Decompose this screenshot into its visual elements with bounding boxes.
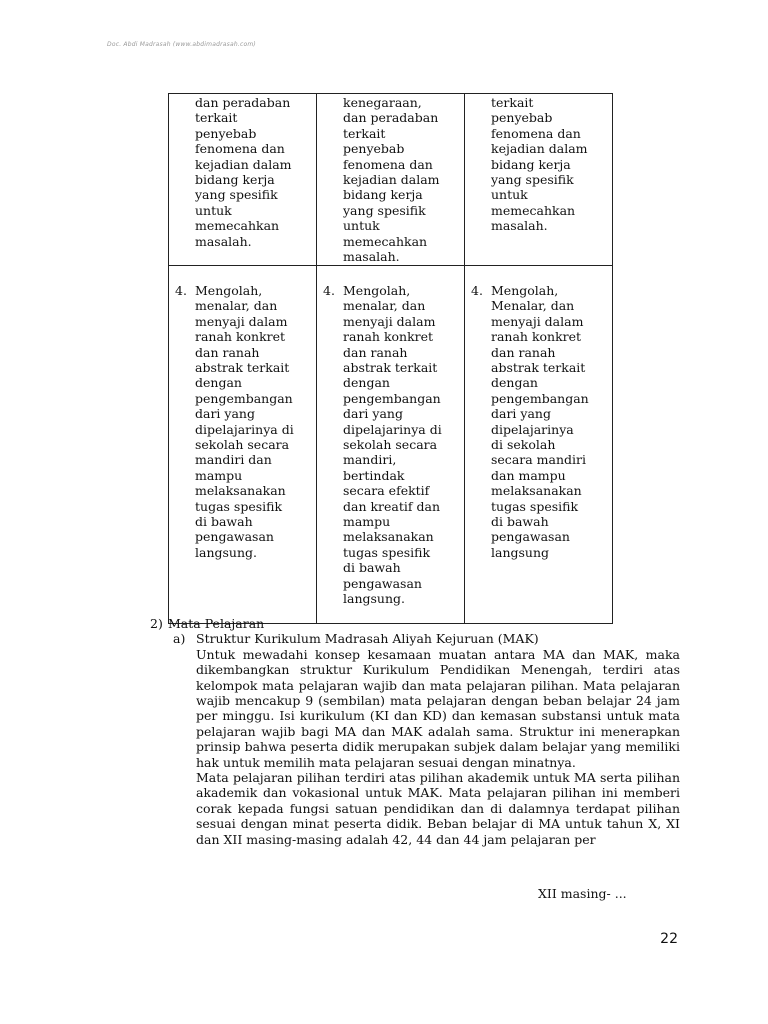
item-number: 4.	[323, 282, 335, 298]
table-cell	[465, 266, 613, 623]
page-number: 22	[660, 931, 678, 947]
table-cell: dan peradaban terkait penyebab fenomena dan kejadian dalam bidang kerja yang spesifik untuk memecahkan masalah.	[169, 94, 317, 266]
table-cell: terkait penyebab fenomena dan kejadian dalam bidang kerja yang spesifik untuk memecahkan masalah.	[465, 94, 613, 266]
subsection-title: Struktur Kurikulum Madrasah Aliyah Kejuruan (MAK)	[196, 631, 539, 647]
item-text: Mengolah, menalar, dan menyaji dalam ranah konkret dan ranah abstrak terkait dengan pengembangan dari yang dipelajarinya di sekolah secara mandiri, bertindak secara efektif dan kreatif dan mampu melaksanakan tugas spesifik di bawah pengawasan langsung.	[343, 282, 442, 606]
continuation-note: XII masing- ...	[538, 886, 627, 901]
table-cell: kenegaraan, dan peradaban terkait penyebab fenomena dan kejadian dalam bidang kerja yang spesifik untuk memecahkan masalah.	[317, 94, 465, 266]
item-number: 4.	[175, 282, 187, 298]
subsection-heading	[173, 631, 680, 646]
section-title: Mata Pelajaran	[168, 616, 265, 631]
item-number: 4.	[471, 282, 483, 298]
item-text: Mengolah, Menalar, dan menyaji dalam ranah konkret dan ranah abstrak terkait dengan pengembangan dari yang dipelajarinya di sekolah secara mandiri dan mampu melaksanakan tugas spesifik di bawah pengawasan langsung	[491, 282, 589, 560]
item-text: Mengolah, menalar, dan menyaji dalam ranah konkret dan ranah abstrak terkait dengan pengembangan dari yang dipelajarinya di sekolah secara mandiri dan mampu melaksanakan tugas spesifik di bawah pengawasan langsung.	[195, 282, 294, 560]
competency-table	[168, 93, 613, 624]
table-cell	[169, 266, 317, 623]
section-number: 2)	[150, 616, 163, 631]
paragraph: Mata pelajaran pilihan terdiri atas pilihan akademik untuk MA serta pilihan akademik dan vokasional untuk MAK. Mata pelajaran pilihan ini memberi corak kepada fungsi satuan pendidikan dan di dalamnya terdapat pilihan sesuai dengan minat peserta didik. Beban belajar di MA untuk tahun X, XI dan XII masing-masing adalah 42, 44 dan 44 jam pelajaran per	[196, 770, 680, 847]
table-row	[169, 94, 613, 266]
subsection-number: a)	[173, 631, 186, 647]
table-cell	[317, 266, 465, 623]
paragraph: Untuk mewadahi konsep kesamaan muatan antara MA dan MAK, maka dikembangkan struktur Kurikulum Pendidikan Menengah, terdiri atas kelompok mata pelajaran wajib dan mata pelajaran pilihan. Mata pelajaran wajib mencakup 9 (sembilan) mata pelajaran dengan beban belajar 24 jam per minggu. Isi kurikulum (KI dan KD) dan kemasan substansi untuk mata pelajaran wajib bagi MA dan MAK adalah sama. Struktur ini menerapkan prinsip bahwa peserta didik merupakan subjek dalam belajar yang memiliki hak untuk memilih mata pelajaran sesuai dengan minatnya.	[196, 646, 680, 770]
table-row	[169, 266, 613, 623]
header-watermark: Doc. Abdi Madrasah (www.abdimadrasah.com)	[107, 41, 256, 48]
section-heading	[150, 616, 680, 631]
section-mata-pelajaran	[150, 616, 680, 847]
